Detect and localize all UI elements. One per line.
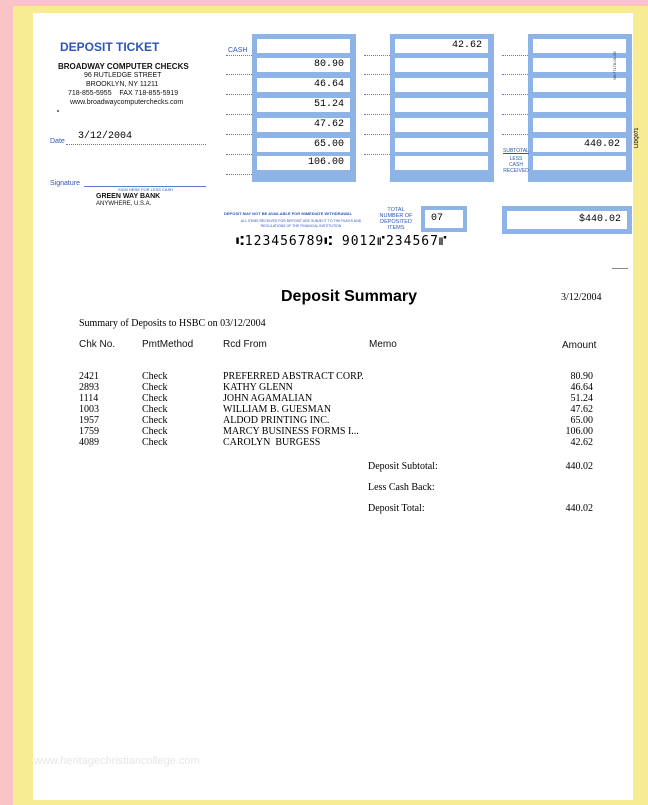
pmt-method: Check xyxy=(142,404,168,415)
leader-line xyxy=(364,154,390,155)
amount-cell xyxy=(533,98,626,112)
amount-cell xyxy=(395,138,488,152)
amount: 42.62 xyxy=(570,437,593,448)
amount-value: 42.62 xyxy=(451,40,482,51)
ticket-title: DEPOSIT TICKET xyxy=(60,40,160,54)
col-header-memo: Memo xyxy=(369,339,397,350)
company-website: www.broadwaycomputerchecks.com xyxy=(70,99,184,106)
leader-line xyxy=(364,134,390,135)
subtotal-cell xyxy=(533,138,626,152)
leader-line xyxy=(364,114,390,115)
rcd-from: JOHN AGAMALIAN xyxy=(223,393,313,404)
leader-line xyxy=(226,114,252,115)
side-code-2: LIDQ071 xyxy=(634,127,640,148)
sign-note: SIGN HERE FOR LESS CASH xyxy=(118,187,174,192)
date-label: Date xyxy=(50,138,65,145)
col-header-amount: Amount xyxy=(562,340,597,351)
total-amount-box xyxy=(502,206,632,234)
amount-cell xyxy=(395,156,488,170)
amount-cell xyxy=(257,156,350,170)
company-address-1: 96 RUTLEDGE STREET xyxy=(84,72,162,79)
rcd-from: PREFERRED ABSTRACT CORP. xyxy=(223,371,364,382)
leader-line xyxy=(226,74,252,75)
leader-line xyxy=(502,74,528,75)
deposit-subtotal-label: Deposit Subtotal: xyxy=(368,461,438,472)
pmt-method: Check xyxy=(142,382,168,393)
table-row xyxy=(0,426,648,437)
col-header-rcd-from: Rcd From xyxy=(223,339,267,350)
amount-value: 47.62 xyxy=(313,119,344,130)
rcd-from: KATHY GLENN xyxy=(223,382,293,393)
table-row xyxy=(0,415,648,426)
leader-line xyxy=(226,94,252,95)
amount-value: 51.24 xyxy=(313,99,344,110)
company-name: BROADWAY COMPUTER CHECKS xyxy=(58,62,189,71)
amount: 47.62 xyxy=(570,404,593,415)
deposit-total-label: Deposit Total: xyxy=(368,503,425,514)
amount-value: 80.90 xyxy=(313,59,344,70)
company-phone: 718-855-5955 FAX 718-855-5919 xyxy=(68,90,179,97)
date-value: 3/12/2004 xyxy=(78,131,133,142)
amount: 106.00 xyxy=(565,426,593,437)
less-cash-cell xyxy=(533,156,626,170)
small-dot xyxy=(57,110,59,112)
total-items-label: TOTAL NUMBER OF DEPOSITED ITEMS xyxy=(379,207,413,231)
leader-line xyxy=(502,55,528,56)
summary-date: 3/12/2004 xyxy=(561,292,602,303)
bank-location: ANYWHERE, U.S.A. xyxy=(96,201,152,207)
watermark: www.heritagechristiancollege.com xyxy=(34,755,200,767)
pmt-method: Check xyxy=(142,371,168,382)
chk-no: 1957 xyxy=(79,415,99,426)
chk-no: 2893 xyxy=(79,382,99,393)
leader-line xyxy=(226,134,252,135)
chk-no: 1759 xyxy=(79,426,99,437)
summary-subtitle: Summary of Deposits to HSBC on 03/12/2004 xyxy=(79,318,266,329)
chk-no: 2421 xyxy=(79,371,99,382)
amount-cell xyxy=(533,118,626,132)
bank-name: GREEN WAY BANK xyxy=(96,193,161,200)
amount-cell xyxy=(257,138,350,152)
pmt-method: Check xyxy=(142,415,168,426)
less-cash-label: LESS CASH RECEIVED xyxy=(503,156,529,174)
disclaimer-rules: ALL ITEMS RECEIVED FOR DEPOSIT ARE SUBJECT TO THE RULES AND REGULATIONS OF THE FINANCIAL INSTITUTION xyxy=(240,219,362,228)
pmt-method: Check xyxy=(142,437,168,448)
company-address-2: BROOKLYN, NY 11211 xyxy=(86,81,159,88)
amount-column-2 xyxy=(390,34,494,182)
side-code-1: WL77178-05-05 xyxy=(612,51,617,80)
amount-cell xyxy=(395,78,488,92)
amount: 80.90 xyxy=(570,371,593,382)
chk-no: 4089 xyxy=(79,437,99,448)
deposit-total-value: 440.02 xyxy=(565,503,593,514)
leader-line xyxy=(226,154,252,155)
amount-column-1 xyxy=(252,34,356,182)
date-line xyxy=(66,144,206,145)
amount-value: 106.00 xyxy=(307,157,344,168)
disclaimer-availability: DEPOSIT MAY NOT BE AVAILABLE FOR IMMEDIATE WITHDRAWAL xyxy=(224,211,353,216)
col-header-pmt-method: PmtMethod xyxy=(142,339,194,350)
amount-value: 46.64 xyxy=(313,79,344,90)
leader-line xyxy=(226,55,252,56)
summary-title: Deposit Summary xyxy=(281,288,418,305)
leader-line xyxy=(364,94,390,95)
amount: 51.24 xyxy=(570,393,593,404)
leader-line xyxy=(502,134,528,135)
subtotal-label: SUBTOTAL xyxy=(503,148,529,154)
col-header-chk-no: Chk No. xyxy=(79,339,116,350)
leader-line xyxy=(364,74,390,75)
total-amount-cell xyxy=(507,211,627,229)
table-row xyxy=(0,382,648,393)
amount-cell xyxy=(395,118,488,132)
table-row xyxy=(0,437,648,448)
amount-cell xyxy=(257,58,350,72)
perforation-mark xyxy=(612,268,628,269)
amount-value: 65.00 xyxy=(313,139,344,150)
amount-cell xyxy=(533,78,626,92)
amount: 46.64 xyxy=(570,382,593,393)
leader-line xyxy=(364,55,390,56)
signature-label: Signature xyxy=(50,180,80,187)
pmt-method: Check xyxy=(142,393,168,404)
amount: 65.00 xyxy=(570,415,593,426)
less-cash-back-label: Less Cash Back: xyxy=(368,482,435,493)
amount-cell xyxy=(257,78,350,92)
amount-cell xyxy=(257,98,350,112)
pmt-method: Check xyxy=(142,426,168,437)
total-amount-value: $440.02 xyxy=(578,214,621,225)
amount-cell xyxy=(395,58,488,72)
table-row xyxy=(0,393,648,404)
amount-cell xyxy=(395,39,488,53)
amount-cell xyxy=(257,39,350,53)
deposit-subtotal-value: 440.02 xyxy=(565,461,593,472)
amount-cell xyxy=(257,118,350,132)
amount-cell xyxy=(395,98,488,112)
rcd-from: WILLIAM B. GUESMAN xyxy=(223,404,332,415)
total-items-value: 07 xyxy=(431,213,444,224)
chk-no: 1003 xyxy=(79,404,99,415)
micr-line: ⑆123456789⑆ 9012⑈234567⑈ xyxy=(236,234,448,249)
table-row xyxy=(0,404,648,415)
leader-line xyxy=(226,174,252,175)
total-items-cell xyxy=(425,210,463,228)
rcd-from: CAROLYN BURGESS xyxy=(223,437,321,448)
chk-no: 1114 xyxy=(79,393,99,404)
rcd-from: ALDOD PRINTING INC. xyxy=(223,415,330,426)
total-items-box xyxy=(421,206,467,232)
leader-line xyxy=(502,114,528,115)
subtotal-value: 440.02 xyxy=(583,139,620,150)
table-row xyxy=(0,371,648,382)
rcd-from: MARCY BUSINESS FORMS I... xyxy=(223,426,359,437)
cash-label: CASH xyxy=(228,47,248,54)
leader-line xyxy=(502,94,528,95)
